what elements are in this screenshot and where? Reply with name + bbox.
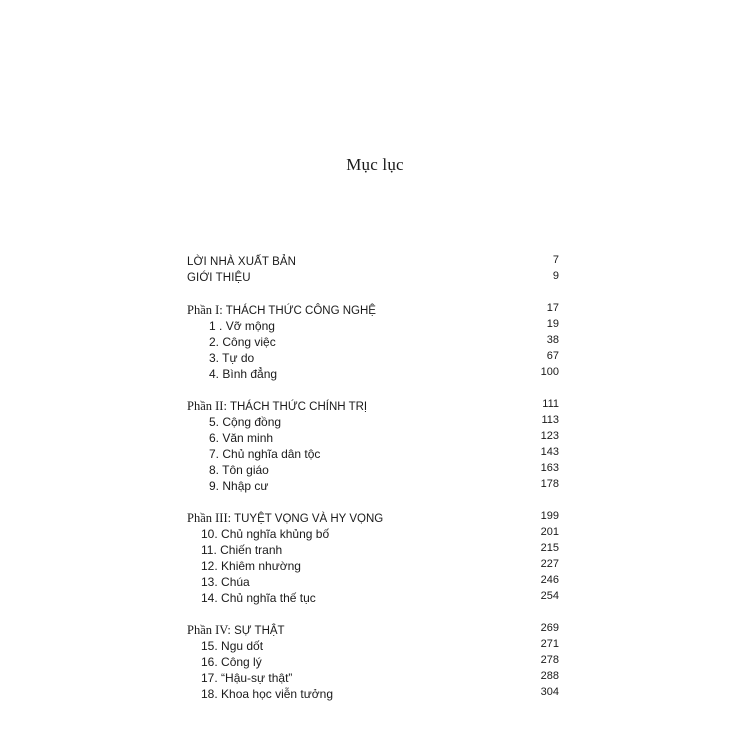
chapter-number: 6. xyxy=(209,431,220,445)
entry-page: 304 xyxy=(540,686,559,698)
part-title: THÁCH THỨC CÔNG NGHỆ xyxy=(225,305,376,317)
chapter-title: Tôn giáo xyxy=(222,463,269,477)
chapter-number: 5. xyxy=(209,415,220,429)
entry-page: 17 xyxy=(546,302,559,314)
chapter-number: 14. xyxy=(201,591,218,605)
part-label: Phần II: xyxy=(187,399,227,413)
entry-page: 7 xyxy=(552,254,559,266)
entry-title: LỜI NHÀ XUẤT BẢN xyxy=(187,256,297,268)
chapter-title: Chiến tranh xyxy=(220,543,283,557)
chapter-title: Công lý xyxy=(221,655,262,669)
chapter-number: 10. xyxy=(201,527,218,541)
chapter-title: Công việc xyxy=(222,335,276,349)
chapter-number: 8. xyxy=(209,463,220,477)
toc-chapter-entry xyxy=(187,478,559,494)
entry-page: 113 xyxy=(541,414,559,426)
chapter-title: Chủ nghĩa thế tục xyxy=(221,591,316,605)
toc-chapter-entry xyxy=(187,654,559,670)
entry-page: 199 xyxy=(540,510,559,522)
toc-chapter-entry xyxy=(187,670,559,686)
entry-page: 271 xyxy=(540,638,559,650)
toc-front-entry xyxy=(187,270,559,286)
entry-page: 67 xyxy=(546,350,559,362)
toc-chapter-entry xyxy=(187,686,559,702)
entry-page: 163 xyxy=(540,462,559,474)
toc-chapter-entry xyxy=(187,366,559,382)
chapter-title: Chúa xyxy=(221,575,250,589)
chapter-title: Bình đẳng xyxy=(222,367,278,381)
chapter-number: 3. xyxy=(209,351,220,365)
toc-part-heading xyxy=(187,302,559,318)
entry-title: GIỚI THIỆU xyxy=(187,272,251,284)
part-label: Phần IV: xyxy=(187,623,231,637)
chapter-title: Ngu dốt xyxy=(221,639,264,653)
chapter-title: Khoa học viễn tưởng xyxy=(221,687,334,701)
chapter-number: 1 . xyxy=(209,319,223,333)
chapter-number: 2. xyxy=(209,335,220,349)
entry-page: 254 xyxy=(540,590,559,602)
toc-chapter-entry xyxy=(187,446,559,462)
chapter-number: 16. xyxy=(201,655,218,669)
entry-page: 278 xyxy=(540,654,559,666)
chapter-number: 17. xyxy=(201,671,218,685)
entry-page: 100 xyxy=(540,366,559,378)
chapter-number: 13. xyxy=(201,575,218,589)
toc-chapter-entry xyxy=(187,558,559,574)
chapter-number: 4. xyxy=(209,367,220,381)
chapter-title: “Hậu-sự thật” xyxy=(221,671,293,685)
chapter-number: 12. xyxy=(201,559,218,573)
toc-chapter-entry xyxy=(187,462,559,478)
entry-page: 269 xyxy=(540,622,559,634)
toc-front-entry xyxy=(187,254,559,270)
entry-page: 288 xyxy=(540,670,559,682)
toc-part-heading xyxy=(187,398,559,414)
toc-part-heading xyxy=(187,510,559,526)
chapter-title: Văn minh xyxy=(222,431,274,445)
entry-page: 227 xyxy=(540,558,559,570)
entry-page: 246 xyxy=(540,574,559,586)
chapter-title: Khiêm nhường xyxy=(221,559,301,573)
part-label: Phần III: xyxy=(187,511,232,525)
chapter-number: 7. xyxy=(209,447,220,461)
page-title: Mục lục xyxy=(346,155,404,174)
toc-chapter-entry xyxy=(187,574,559,590)
toc-chapter-entry xyxy=(187,334,559,350)
entry-page: 19 xyxy=(546,318,559,330)
entry-page: 111 xyxy=(542,398,559,410)
entry-page: 9 xyxy=(552,270,559,282)
toc-chapter-entry xyxy=(187,350,559,366)
part-label: Phần I: xyxy=(187,303,223,317)
toc-chapter-entry xyxy=(187,638,559,654)
entry-page: 178 xyxy=(540,478,559,490)
part-title: SỰ THẬT xyxy=(234,625,285,637)
entry-page: 123 xyxy=(540,430,559,442)
toc-chapter-entry xyxy=(187,526,559,542)
toc-chapter-entry xyxy=(187,430,559,446)
part-title: THÁCH THỨC CHÍNH TRỊ xyxy=(229,401,368,413)
chapter-title: Vỡ mộng xyxy=(225,319,275,333)
toc-part-heading xyxy=(187,622,559,638)
toc-chapter-entry xyxy=(187,318,559,334)
chapter-title: Tự do xyxy=(222,351,255,365)
entry-page: 215 xyxy=(540,542,559,554)
chapter-number: 15. xyxy=(201,639,218,653)
entry-page: 201 xyxy=(540,526,559,538)
chapter-title: Chủ nghĩa khủng bố xyxy=(221,527,330,541)
toc-chapter-entry xyxy=(187,542,559,558)
chapter-number: 9. xyxy=(209,479,220,493)
chapter-number: 11. xyxy=(201,543,217,557)
toc-chapter-entry xyxy=(187,590,559,606)
part-title: TUYỆT VỌNG VÀ HY VỌNG xyxy=(234,513,384,525)
chapter-title: Chủ nghĩa dân tộc xyxy=(222,447,321,461)
chapter-number: 18. xyxy=(201,687,218,701)
table-of-contents xyxy=(187,254,559,702)
toc-chapter-entry xyxy=(187,414,559,430)
chapter-title: Cộng đồng xyxy=(222,415,282,429)
chapter-title: Nhập cư xyxy=(222,479,269,493)
entry-page: 38 xyxy=(546,334,559,346)
entry-page: 143 xyxy=(540,446,559,458)
